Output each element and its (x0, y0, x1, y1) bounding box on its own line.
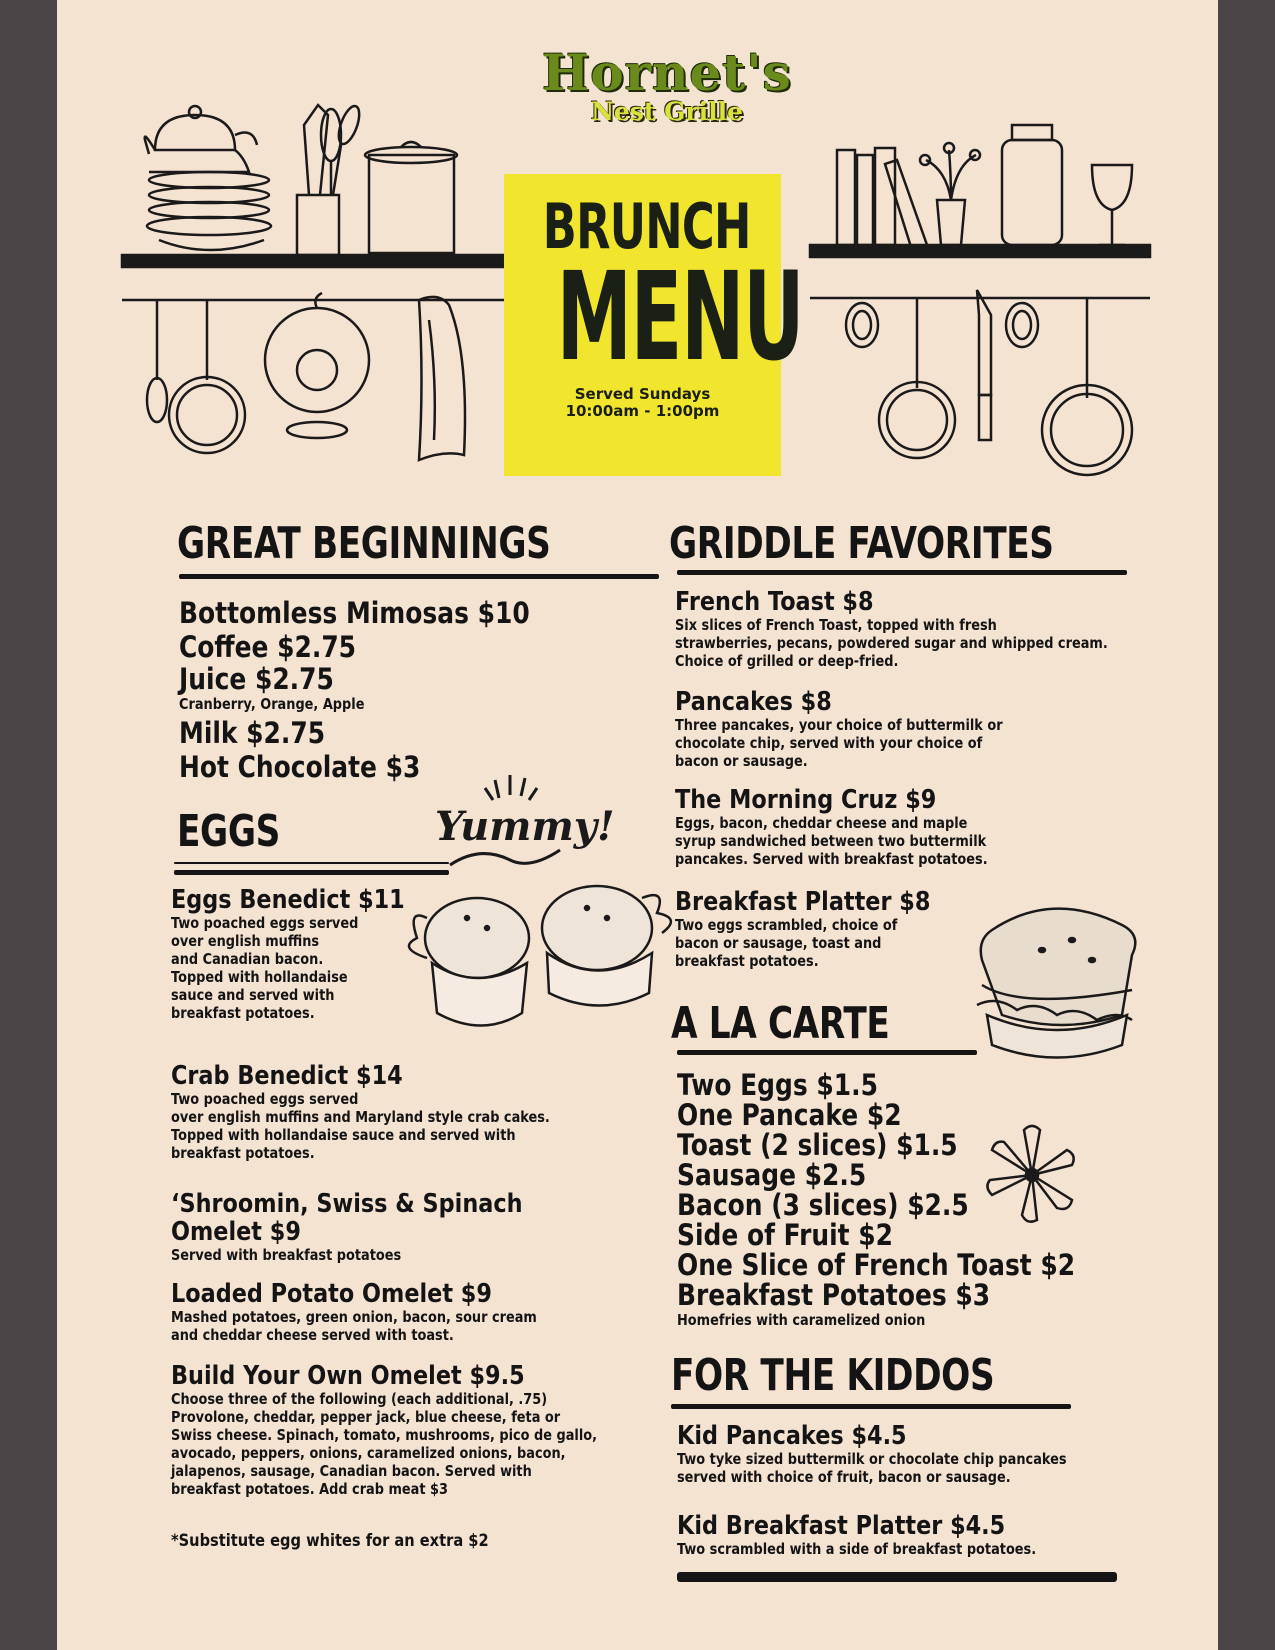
item-description: Two scrambled with a side of breakfast potatoes. (677, 1540, 1037, 1558)
title-menu: MENU (556, 246, 804, 388)
menu-item (179, 718, 349, 749)
item-name: Loaded Potato Omelet $9 (171, 1279, 492, 1309)
item-description: Swiss cheese. Spinach, tomato, mushrooms, pico de gallo, (171, 1426, 598, 1444)
item-name: Hot Chocolate $3 (179, 750, 421, 784)
plates-icon (147, 172, 271, 250)
wine-glass-icon (1092, 165, 1132, 245)
item-description: breakfast potatoes. (171, 1004, 315, 1022)
item-name: Crab Benedict $14 (171, 1061, 403, 1091)
title-brunch: BRUNCH (542, 190, 751, 263)
yummy-swash (450, 850, 560, 865)
item-description: breakfast potatoes. Add crab meat $3 (171, 1480, 448, 1498)
menu-item (179, 664, 395, 713)
item-description: served with choice of fruit, bacon or sausage. (677, 1468, 1011, 1486)
ladle-icon (147, 300, 167, 422)
menu-item (675, 688, 1056, 770)
bottom-rule (677, 1572, 1117, 1582)
sandwich-illustration (962, 900, 1152, 1080)
menu-item (677, 1512, 1095, 1558)
logo-line1: Hornet's (542, 43, 792, 102)
yummy-burst (485, 775, 537, 800)
large-pan-icon (1042, 298, 1132, 475)
menu-item (677, 1280, 1041, 1329)
menu-item (677, 1070, 911, 1101)
utensils-icon (297, 103, 363, 255)
item-description: Two eggs scrambled, choice of (675, 916, 898, 934)
griddle-rule (677, 570, 1127, 575)
griddle-favorites-heading: GRIDDLE FAVORITES (669, 518, 1054, 569)
item-name: Breakfast Platter $8 (675, 887, 931, 917)
item-description: Choose three of the following (each additional, .75) (171, 1390, 548, 1408)
item-description: strawberries, pecans, powdered sugar and whipped cream. (675, 634, 1108, 652)
note-text: *Substitute egg whites for an extra $2 (171, 1531, 489, 1551)
teapot-icon (145, 106, 257, 172)
jar-icon (1002, 125, 1062, 245)
item-name: Eggs Benedict $11 (171, 885, 405, 915)
for-the-kiddos-heading: FOR THE KIDDOS (671, 1350, 995, 1401)
knife-icon (977, 290, 991, 440)
menu-item (171, 1062, 612, 1162)
item-description: Mashed potatoes, green onion, bacon, sour cream (171, 1308, 537, 1326)
brunch-menu-title-box (504, 174, 804, 476)
item-name: Bacon (3 slices) $2.5 (677, 1188, 969, 1222)
menu-item (179, 752, 460, 783)
menu-page (57, 0, 1218, 1650)
right-shelf-illustration (807, 100, 1167, 480)
item-description: avocado, peppers, onions, caramelized onions, bacon, (171, 1444, 566, 1462)
stock-pot-icon (365, 142, 457, 253)
item-description: Two poached eggs served (171, 1090, 359, 1108)
item-name: Coffee $2.75 (179, 630, 357, 664)
item-description: chocolate chip, served with your choice of (675, 734, 983, 752)
great-beginnings-rule (179, 574, 659, 579)
item-description: over english muffins and Maryland style crab cakes. (171, 1108, 550, 1126)
menu-item (677, 1220, 928, 1251)
item-description: Topped with hollandaise (171, 968, 348, 986)
eggs-rule-thin (174, 862, 449, 864)
menu-item (677, 1160, 897, 1191)
item-description: Cranberry, Orange, Apple (179, 695, 365, 713)
item-description: syrup sandwiched between two buttermilk (675, 832, 987, 850)
eggs-benedict-illustration (397, 878, 697, 1048)
eggs-heading: EGGS (177, 806, 280, 857)
item-name-line2: Omelet $9 (171, 1217, 301, 1247)
books-icon (837, 148, 927, 247)
towel-icon (419, 297, 465, 460)
star-anise-icon (972, 1120, 1092, 1230)
a-la-carte-heading: A LA CARTE (671, 998, 890, 1049)
item-name: Two Eggs $1.5 (677, 1068, 878, 1102)
item-description: jalapenos, sausage, Canadian bacon. Served with (171, 1462, 532, 1480)
item-description: bacon or sausage. (675, 752, 808, 770)
item-name: One Pancake $2 (677, 1098, 902, 1132)
item-description: breakfast potatoes. (171, 1144, 315, 1162)
served-days: Served Sundays (574, 385, 711, 403)
item-name: The Morning Cruz $9 (675, 785, 937, 815)
menu-item (171, 1362, 666, 1498)
eggs-rule (174, 870, 449, 875)
frying-pan-icon (169, 300, 245, 453)
menu-item (179, 598, 587, 629)
item-description: bacon or sausage, toast and (675, 934, 882, 952)
menu-item (677, 1422, 1130, 1486)
menu-item (675, 888, 972, 970)
item-description: Topped with hollandaise sauce and served with (171, 1126, 516, 1144)
mug-icon (846, 303, 878, 347)
kiddos-rule (671, 1404, 1071, 1409)
right-upper-shelf (810, 245, 1150, 257)
logo-line2: Nest Grille (590, 97, 743, 126)
item-description: Eggs, bacon, cheddar cheese and maple (675, 814, 968, 832)
menu-item (677, 1190, 1016, 1221)
item-description: Six slices of French Toast, topped with fresh (675, 616, 997, 634)
plant-icon (920, 143, 980, 245)
item-description: and cheddar cheese served with toast. (171, 1326, 454, 1344)
menu-item (675, 786, 1039, 868)
item-description: Three pancakes, your choice of buttermilk or (675, 716, 1003, 734)
menu-item (171, 1190, 580, 1264)
logo (517, 43, 817, 126)
item-name: Toast (2 slices) $1.5 (677, 1128, 958, 1162)
item-name: One Slice of French Toast $2 (677, 1248, 1076, 1282)
item-name: Pancakes $8 (675, 687, 832, 717)
a-la-carte-rule (677, 1050, 977, 1055)
item-name: Bottomless Mimosas $10 (179, 596, 530, 630)
item-name: Breakfast Potatoes $3 (677, 1278, 991, 1312)
menu-item (677, 1130, 1003, 1161)
round-pan-icon (265, 293, 369, 438)
egg-whites-note (171, 1532, 540, 1550)
item-description: pancakes. Served with breakfast potatoes. (675, 850, 988, 868)
cup-icon (1006, 303, 1038, 347)
left-upper-shelf (122, 255, 532, 267)
menu-item (171, 1280, 596, 1344)
item-description: and Canadian bacon. (171, 950, 324, 968)
item-description: sauce and served with (171, 986, 335, 1004)
yummy-text: Yummy! (435, 803, 615, 850)
item-description: Two poached eggs served (171, 914, 359, 932)
served-hours: 10:00am - 1:00pm (565, 402, 720, 420)
menu-item (179, 632, 385, 663)
item-name: Kid Breakfast Platter $4.5 (677, 1511, 1006, 1541)
great-beginnings-heading: GREAT BEGINNINGS (177, 518, 551, 569)
left-shelf-illustration (119, 100, 539, 480)
item-name: Sausage $2.5 (677, 1158, 867, 1192)
item-description: Two tyke sized buttermilk or chocolate chip pancakes (677, 1450, 1067, 1468)
small-pan-icon (879, 298, 955, 458)
item-name: Milk $2.75 (179, 716, 326, 750)
item-name: ‘Shroomin, Swiss & Spinach (171, 1189, 523, 1219)
yummy-lettering (425, 770, 615, 880)
item-description: Homefries with caramelized onion (677, 1311, 926, 1329)
menu-item (677, 1100, 938, 1131)
item-name: Juice $2.75 (179, 662, 334, 696)
menu-item (677, 1250, 1140, 1281)
item-description: Served with breakfast potatoes (171, 1246, 402, 1264)
item-description: Provolone, cheddar, pepper jack, blue cheese, feta or (171, 1408, 561, 1426)
item-description: over english muffins (171, 932, 320, 950)
item-description: Choice of grilled or deep-fried. (675, 652, 899, 670)
item-name: Build Your Own Omelet $9.5 (171, 1361, 525, 1391)
item-description: breakfast potatoes. (675, 952, 819, 970)
item-name: Side of Fruit $2 (677, 1218, 893, 1252)
item-name: Kid Pancakes $4.5 (677, 1421, 907, 1451)
item-name: French Toast $8 (675, 587, 874, 617)
menu-item (675, 588, 1178, 670)
